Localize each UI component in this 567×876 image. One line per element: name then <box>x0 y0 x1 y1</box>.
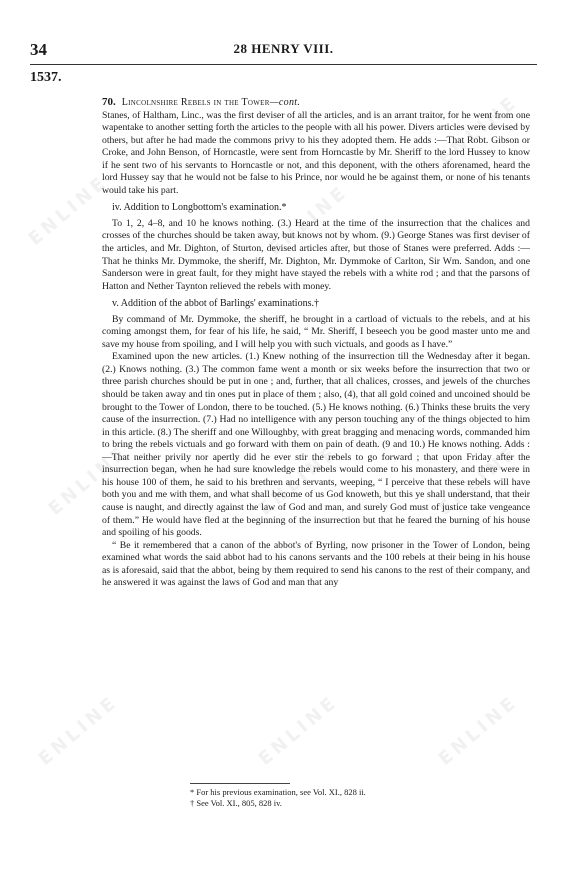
watermark: ENLINE <box>24 171 113 250</box>
page-number: 34 <box>30 40 47 59</box>
paragraph: To 1, 2, 4–8, and 10 he knows nothing. (3.) Heard at the time of the insurrection that the chalices and crosses of the churches should be taken away, but knows not by whom. (9.) George Stanes was first deviser of the articles, and Mr. Dighton, of Sturton, devised articles after, but those of Stanes were preferred. Adds :—That he thinks Mr. Dymmoke, the sheriff, Mr. Dighton, Mr. Dymmoke of Carlton, Sir Wm. Sandon, and one Sanderson were in great fault, for they might have stayed the rebels with a white rod ; and that the parsons of Hatton and Nether Taynton relieved the rebels with money. <box>102 217 530 292</box>
footnote-2: † See Vol. XI., 805, 828 iv. <box>190 798 282 808</box>
page-header <box>30 40 537 62</box>
paragraph: By command of Mr. Dymmoke, the sheriff, he brought in a cartload of victuals to the rebels, and at his coming amongst them, for fear of his life, he said, “ Mr. Sheriff, I beseech you be good master unto me and save my house from spoiling, and I will help you with such victuals, and goods as I have.” <box>102 313 530 350</box>
watermark: ENLINE <box>254 691 343 770</box>
watermark: ENLINE <box>434 441 523 520</box>
watermark: ENLINE <box>44 441 133 520</box>
section-heading-v: v. Addition of the abbot of Barlings' examinations.† <box>112 298 319 310</box>
header-rule <box>30 64 537 65</box>
paragraph: Stanes, of Haltham, Linc., was the first deviser of all the articles, and is an arrant traitor, for he went from one wapentake to another setting forth the articles to the people with all his power. Divers articles were devised by others, but after he had made the commons privy to his they adopted them. He adds :—That Robt. Gibson or Croke, and John Benson, of Horncastle, were sent from Horncastle by Mr. Sheriff to the lord Hussey to know if he sent two of his servants to Horncastle or not, and this deponent, with the others aforenamed, heard the lord Hussey say that he would not be false to his Prince, nor would he be against them, or none of his tenants would take his part. <box>102 109 530 196</box>
margin-year: 1537. <box>30 70 62 85</box>
watermark: ENLINE <box>254 441 343 520</box>
running-head: 28 HENRY VIII. <box>233 41 334 56</box>
entry-number: 70. <box>102 96 116 108</box>
body-text <box>102 96 530 590</box>
watermark: ENLINE <box>34 691 123 770</box>
watermark: ENLINE <box>434 91 523 170</box>
entry-title-cont: —cont. <box>269 97 301 108</box>
watermark: ENLINE <box>264 181 353 260</box>
section-heading-iv: iv. Addition to Longbottom's examination.* <box>112 202 287 214</box>
footnotes <box>190 783 490 809</box>
entry-title <box>122 97 300 108</box>
paragraph: Examined upon the new articles. (1.) Knew nothing of the insurrection till the Wednesday after it began. (2.) Knows nothing. (3.) The common fame went a month or six weeks before the insurrection that two or three parish churches should be put in one ; and, further, that all chalices, crosses, and jewels of the churches should be taken away and tin ones put in place of them ; also, (4), that all gold coined and uncoined should be brought to the Tower of London, there to be touched. (5.) He knows nothing. (6.) Thinks these bruits the very cause of the insurrection. (7.) Had no intelligence with any person touching any of the things objected to him in this article. (8.) The sheriff and one Willoughby, with great bragging and menacing words, commanded him to bring the rebels victuals and go forward with them on pain of death. (9 and 10.) He knows nothing. Adds :—That neither privily nor apertly did he ever stir the rebels to go forward ; that upon Friday after the insurrection began, when he had sure knowledge the rebels would come to his monastery, and there were in his house 100 of them, he said to his brethren and servants, weeping, “ I perceive that these rebels will have both you and me with them, and what shall become of us God knoweth, but this ye shall understand, that their cause is naught, and directly against the law of God and man, and surely God must of justice take vengeance of them.” He would have fled at the beginning of the insurrection but that he feared the burning of his house and spoiling of his goods. <box>102 351 530 539</box>
footnote-rule <box>190 783 290 784</box>
entry-title-text: Lincolnshire Rebels in the Tower <box>121 97 270 108</box>
entry-heading <box>102 96 530 110</box>
footnote-1: * For his previous examination, see Vol. XI., 828 ii. <box>190 787 366 797</box>
paragraph: “ Be it remembered that a canon of the abbot's of Byrling, now prisoner in the Tower of London, being examined what words the said abbot had to his canons servants and the 100 rebels at their being in his house as is aforesaid, said that the abbot, being by them required to send his canons to the rest of their company, and he answered it was against the laws of God and man that any <box>102 539 530 589</box>
watermark: ENLINE <box>434 691 523 770</box>
